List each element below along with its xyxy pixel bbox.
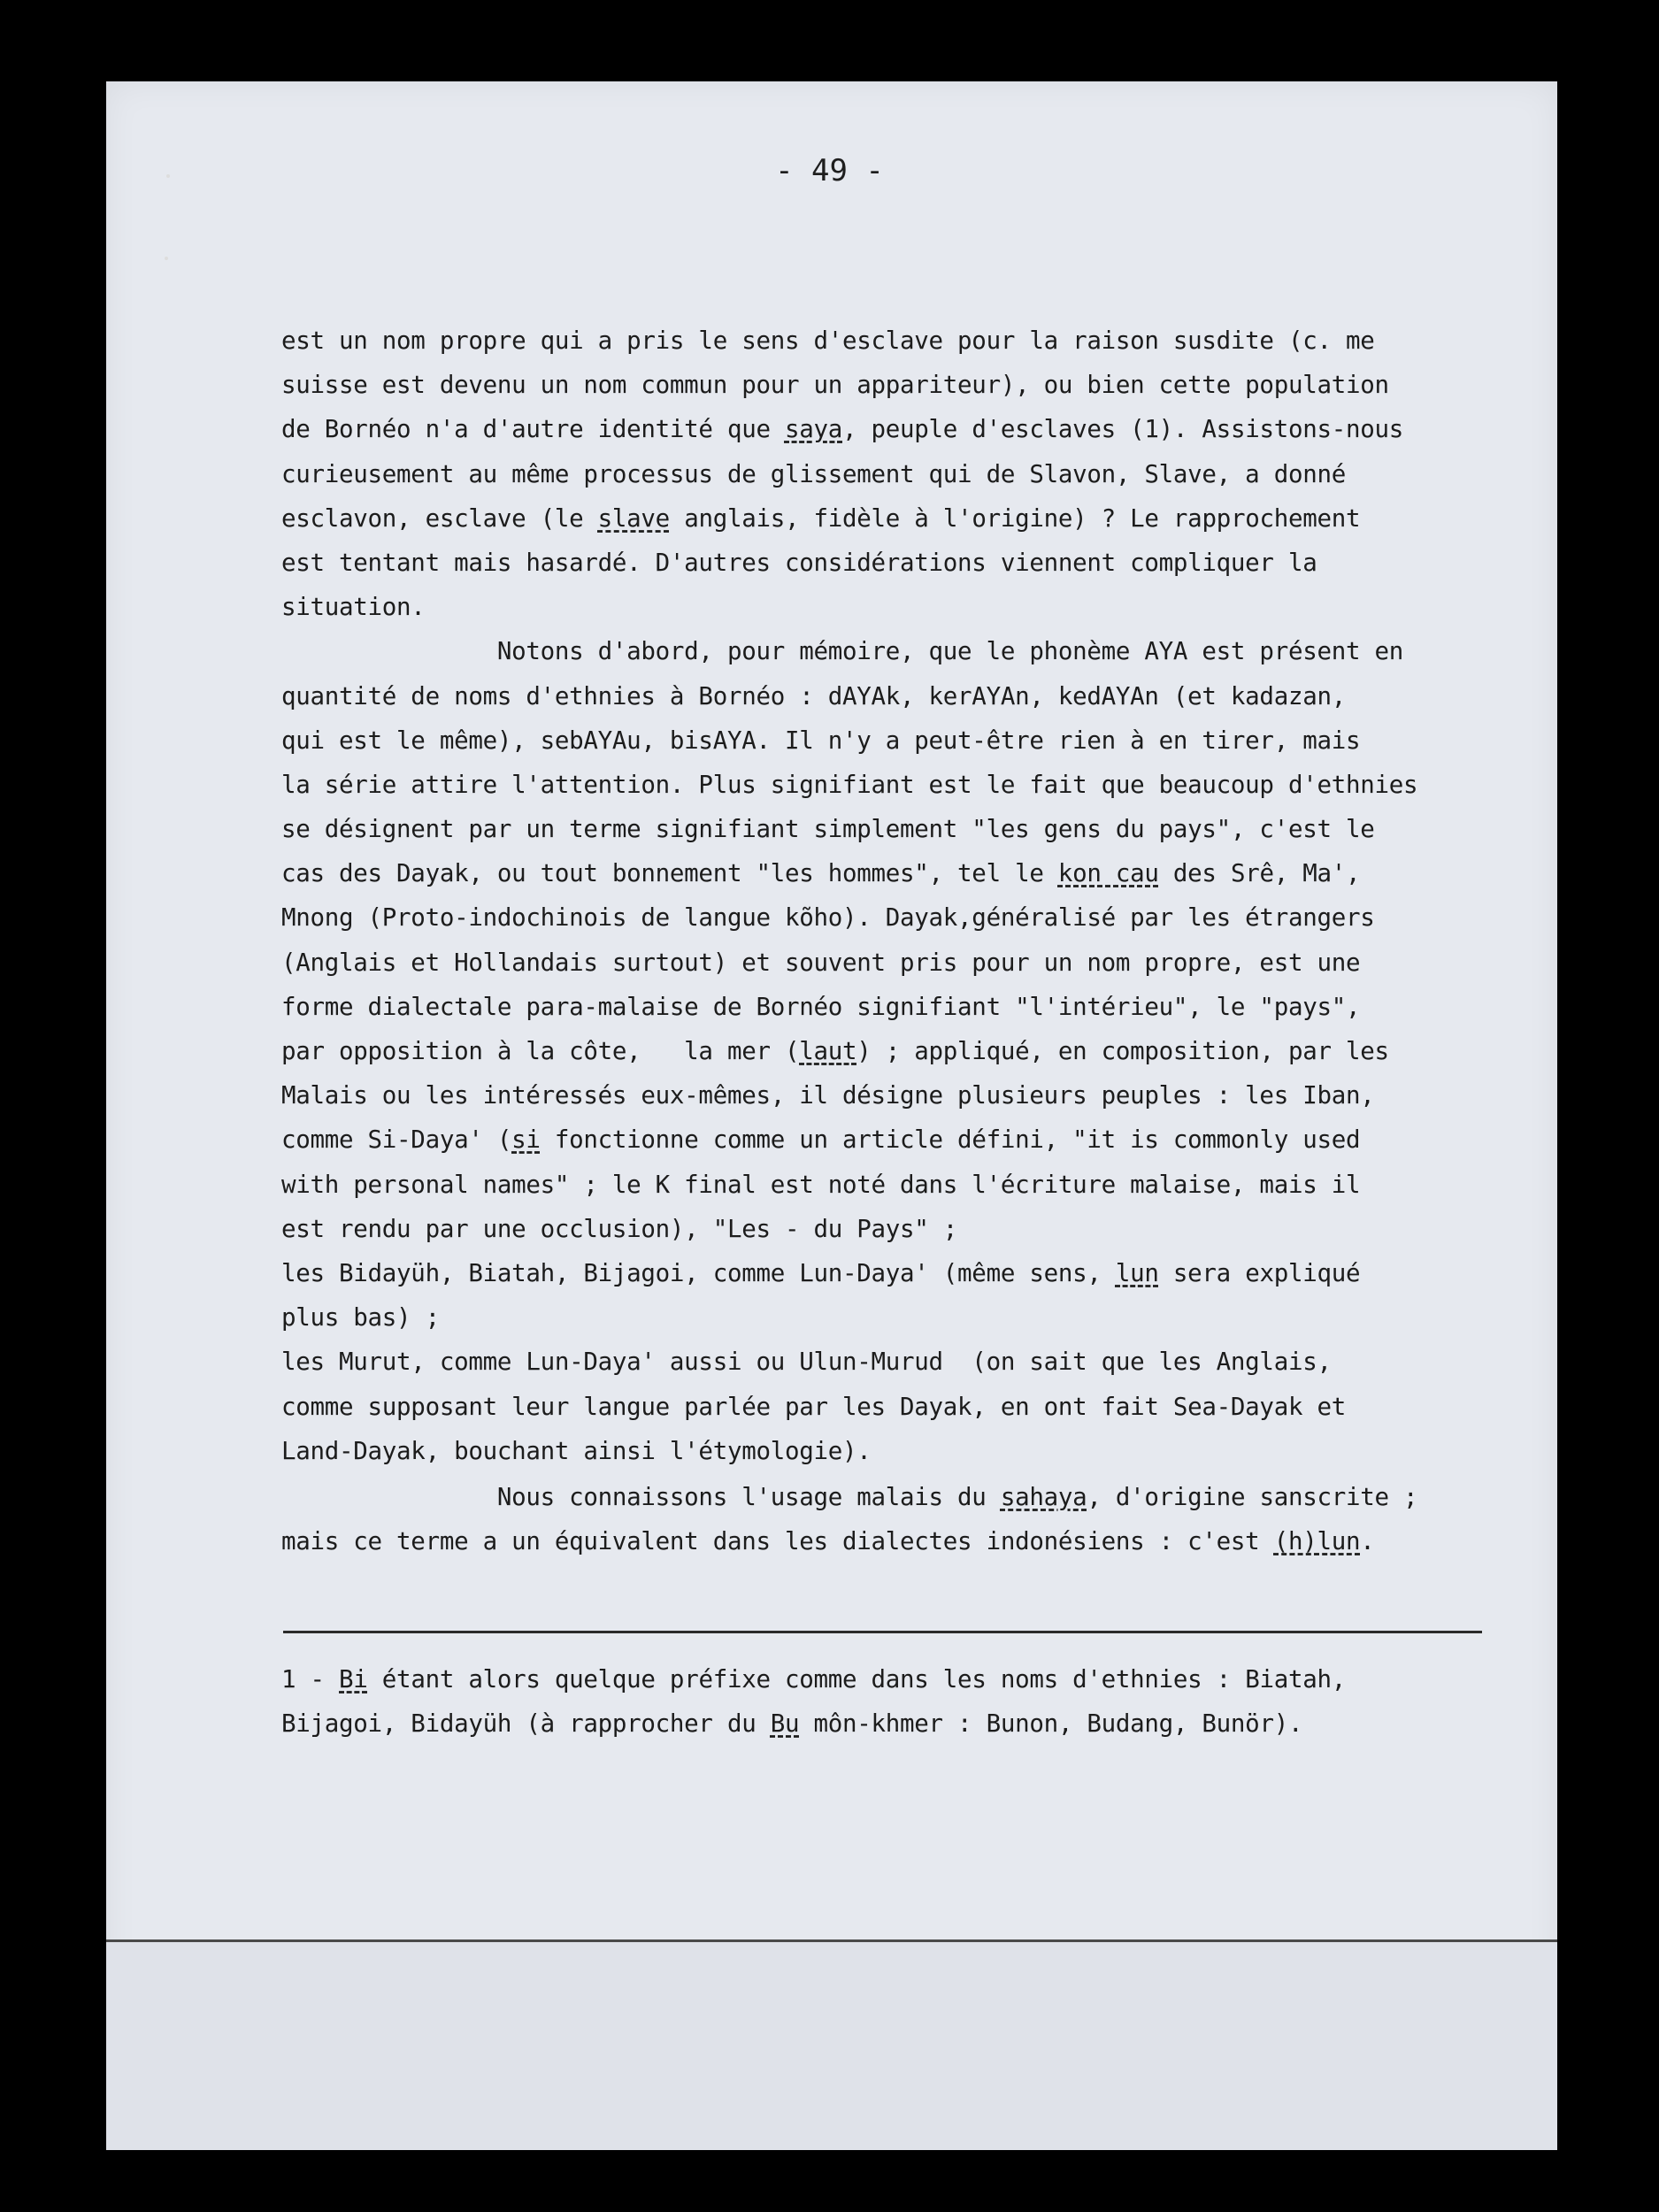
text-span: Nous connaissons l'usage malais du (281, 1482, 1001, 1511)
text-span: , d'origine sanscrite ; (1087, 1482, 1418, 1511)
text-span: ) ; appliqué, en composition, par les (856, 1037, 1389, 1065)
text-line (281, 496, 1520, 541)
text-line: est un nom propre qui a pris le sens d'esclave pour la raison susdite (c. me (281, 326, 1375, 355)
text-line: plus bas) ; (281, 1303, 440, 1333)
text-line (281, 1519, 1520, 1563)
text-line: quantité de noms d'ethnies à Bornéo : dAYAk, kerAYAn, kedAYAn (et kadazan, (281, 681, 1346, 710)
text-line: Notons d'abord, pour mémoire, que le phonème AYA est présent en (281, 637, 1403, 666)
term-saya: saya (784, 415, 843, 444)
text-line: (Anglais et Hollandais surtout) et souvent pris pour un nom propre, est une (281, 948, 1361, 977)
text-span: de Bornéo n'a d'autre identité que (281, 415, 785, 444)
text-span: môn-khmer : Bunon, Budang, Bunör). (799, 1709, 1303, 1739)
text-line: Land-Dayak, bouchant ainsi l'étymologie). (281, 1436, 872, 1465)
text-line (281, 851, 1520, 895)
text-line: comme supposant leur langue parlée par les Dayak, en ont fait Sea-Dayak et (281, 1392, 1346, 1421)
page-bottom-band (106, 1939, 1557, 2150)
text-line (281, 1251, 1520, 1295)
page-number: - 49 - (775, 153, 884, 188)
term-lun: lun (1115, 1258, 1159, 1287)
text-line (281, 407, 1520, 451)
text-span: . (1360, 1527, 1375, 1556)
text-span: mais ce terme a un équivalent dans les dialectes indonésiens : c'est (281, 1527, 1274, 1556)
text-span: par opposition à la côte, la mer ( (281, 1037, 800, 1065)
term-slave: slave (597, 503, 670, 533)
footnote-line (281, 1657, 1520, 1701)
footnote-separator (283, 1631, 1482, 1633)
text-span: comme Si-Daya' ( (281, 1125, 512, 1155)
text-line: qui est le même), sebAYAu, bisAYA. Il n'y a peut-être rien à en tirer, mais (281, 726, 1361, 755)
text-line: se désignent par un terme signifiant simplement "les gens du pays", c'est le (281, 815, 1375, 844)
text-line: curieusement au même processus de glissement qui de Slavon, Slave, a donné (281, 459, 1346, 488)
text-line: les Murut, comme Lun-Daya' aussi ou Ulun-Murud (on sait que les Anglais, (281, 1348, 1332, 1377)
text-line: Malais ou les intéressés eux-mêmes, il désigne plusieurs peuples : les Iban, (281, 1081, 1375, 1110)
text-span: 1 - (281, 1665, 340, 1694)
footnote-line (281, 1701, 1520, 1746)
text-span: des Srê, Ma', (1158, 859, 1361, 888)
text-span: sera expliqué (1158, 1258, 1361, 1287)
text-line (281, 1118, 1520, 1162)
text-span: anglais, fidèle à l'origine) ? Le rapprochement (669, 503, 1361, 533)
scan-speck (165, 257, 168, 260)
text-line: forme dialectale para-malaise de Bornéo signifiant "l'intérieu", le "pays", (281, 992, 1361, 1021)
term-bu: Bu (770, 1709, 800, 1739)
text-span: les Bidayüh, Biatah, Bijagoi, comme Lun-Daya' (même sens, (281, 1258, 1116, 1287)
text-span: fonctionne comme un article défini, "it is commonly used (540, 1125, 1361, 1155)
text-span: étant alors quelque préfixe comme dans les noms d'ethnies : Biatah, (367, 1665, 1346, 1694)
text-span: , peuple d'esclaves (1). Assistons-nous (842, 415, 1404, 444)
text-line (281, 1029, 1520, 1073)
text-span: Bijagoi, Bidayüh (à rapprocher du (281, 1709, 771, 1739)
text-line: with personal names" ; le K final est noté dans l'écriture malaise, mais il (281, 1170, 1361, 1199)
text-line: est rendu par une occlusion), "Les - du Pays" ; (281, 1214, 958, 1243)
text-span: cas des Dayak, ou tout bonnement "les hommes", tel le (281, 859, 1058, 888)
term-hlun: (h)lun (1273, 1527, 1361, 1556)
text-line: situation. (281, 593, 426, 622)
footnote (281, 1657, 1520, 1746)
term-laut: laut (799, 1037, 857, 1065)
text-line: la série attire l'attention. Plus signifiant est le fait que beaucoup d'ethnies (281, 770, 1418, 799)
term-bi: Bi (339, 1665, 368, 1694)
term-kon-cau: kon cau (1057, 859, 1159, 888)
text-line: suisse est devenu un nom commun pour un appariteur), ou bien cette population (281, 371, 1389, 400)
term-si: si (511, 1125, 541, 1155)
term-sahaya: sahaya (1000, 1482, 1087, 1511)
body-text (281, 319, 1520, 1563)
text-span: esclavon, esclave (le (281, 503, 598, 533)
text-line: est tentant mais hasardé. D'autres considérations viennent compliquer la (281, 548, 1317, 577)
text-line (281, 1475, 1520, 1519)
text-line: Mnong (Proto-indochinois de langue kõho). Dayak,généralisé par les étrangers (281, 903, 1375, 933)
